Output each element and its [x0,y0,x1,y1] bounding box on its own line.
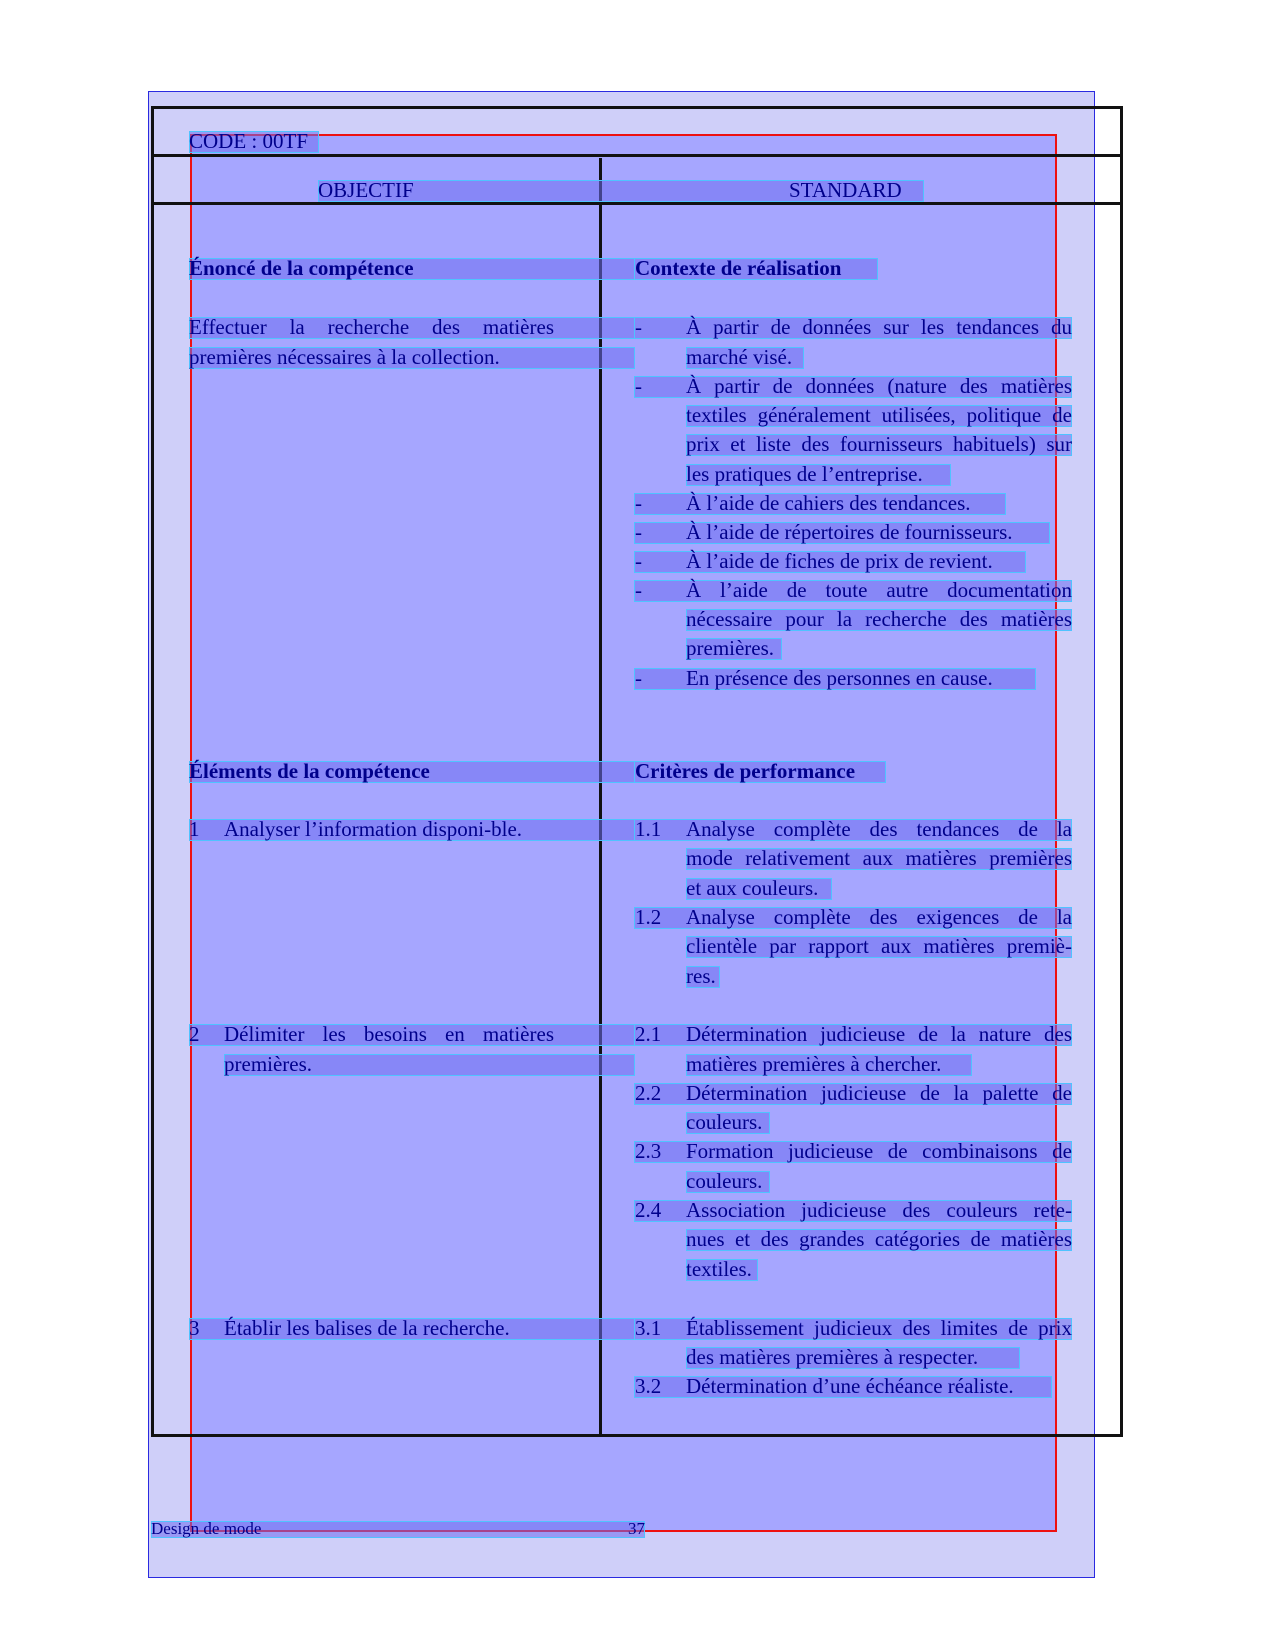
table-left-border [151,106,154,1437]
element-line: Établir les balises de la recherche. [224,1316,510,1340]
contexte-item-line: premières. [686,636,775,660]
critere-line: matières premières à chercher. [686,1052,942,1076]
critere-line: des matières premières à respecter. [686,1345,979,1369]
element-number: 3 [189,1316,200,1340]
footer-document-title: Design de mode [151,1519,262,1538]
contexte-item-marker: - [635,374,642,398]
table-top-border [151,106,1123,109]
contexte-item-line: À l’aide de répertoires de fournisseurs. [686,520,1013,544]
contexte-item-line: prix et liste des fournisseurs habituels) sur [686,432,1072,456]
contexte-item-line: À partir de données (nature des matières [686,374,1072,398]
critere-number: 2.3 [635,1139,662,1163]
critere-line: Détermination d’une échéance réaliste. [686,1374,1014,1398]
critere-line: mode relativement aux matières premières [686,846,1072,870]
contexte-item-marker: - [635,666,642,690]
contexte-item-line: À partir de données sur les tendances du [686,315,1072,339]
critere-line: res. [686,964,716,988]
critere-line: textiles. [686,1257,752,1281]
table-header-divider [151,202,1123,205]
critere-line: Analyse complète des exigences de la [686,905,1072,929]
critere-line: Établissement judicieux des limites de prix [686,1316,1072,1340]
contexte-item-line: À l’aide de toute autre documentation [686,578,1072,602]
contexte-item-marker: - [635,315,642,339]
critere-line: Formation judicieuse de combinaisons de [686,1139,1072,1163]
contexte-item-marker: - [635,578,642,602]
element-line: premières. [224,1052,313,1076]
table-right-border [1120,106,1123,1437]
enonce-text-line-1: Effectuer la recherche des matières [189,315,554,339]
contexte-item-marker: - [635,549,642,573]
contexte-item-line: En présence des personnes en cause. [686,666,993,690]
critere-number: 1.2 [635,905,662,929]
element-number: 2 [189,1022,200,1046]
contexte-item-line: les pratiques de l’entreprise. [686,462,923,486]
element-line: Délimiter les besoins en matières [224,1022,554,1046]
critere-line: couleurs. [686,1110,763,1134]
footer-page-number: 37 [628,1519,645,1538]
code-label: CODE : 00TF [189,129,309,153]
critere-line: Association judicieuse des couleurs rete- [686,1198,1072,1222]
criteres-heading: Critères de performance [635,759,856,783]
column-standard-header: STANDARD [789,178,902,202]
table-bottom-border [151,1434,1123,1437]
contexte-item-line: À l’aide de fiches de prix de revient. [686,549,993,573]
column-objectif-header: OBJECTIF [318,178,414,202]
critere-line: clientèle par rapport aux matières premiè- [686,934,1072,958]
contexte-item-marker: - [635,491,642,515]
critere-line: Détermination judicieuse de la nature des [686,1022,1072,1046]
critere-number: 1.1 [635,817,662,841]
contexte-item-line: À l’aide de cahiers des tendances. [686,491,971,515]
element-number: 1 [189,817,200,841]
contexte-item-line: nécessaire pour la recherche des matières [686,607,1072,631]
elements-heading: Éléments de la compétence [189,759,430,783]
contexte-item-marker: - [635,520,642,544]
critere-line: Détermination judicieuse de la palette de [686,1081,1072,1105]
critere-number: 2.2 [635,1081,662,1105]
contexte-item-line: textiles généralement utilisées, politique de [686,403,1072,427]
contexte-heading: Contexte de réalisation [635,256,842,280]
critere-number: 3.1 [635,1316,662,1340]
critere-line: Analyse complète des tendances de la [686,817,1072,841]
critere-line: couleurs. [686,1169,763,1193]
critere-number: 2.1 [635,1022,662,1046]
enonce-heading: Énoncé de la compétence [189,256,414,280]
critere-number: 3.2 [635,1374,662,1398]
contexte-item-line: marché visé. [686,345,793,369]
enonce-text-line-2: premières nécessaires à la collection. [189,345,500,369]
critere-line: et aux couleurs. [686,876,819,900]
critere-number: 2.4 [635,1198,662,1222]
element-line: Analyser l’information disponi-ble. [224,817,523,841]
critere-line: nues et des grandes catégories de matières [686,1227,1072,1251]
